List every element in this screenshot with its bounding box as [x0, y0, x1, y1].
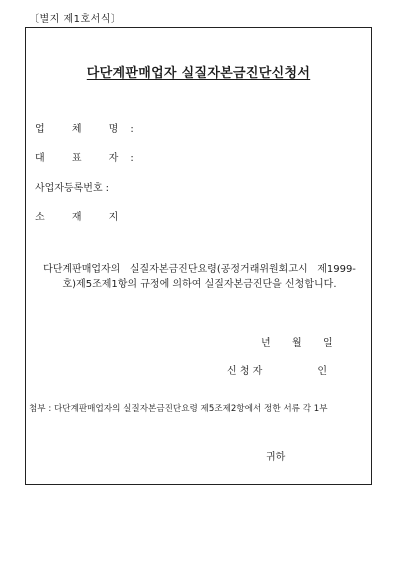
field-company-name-label: 업 체 명: [35, 124, 131, 135]
date-month: 월: [292, 338, 302, 349]
applicant-row: [227, 362, 327, 377]
form-title: 다단계판매업자 실질자본금진단신청서: [86, 66, 311, 81]
field-representative-colon: :: [130, 153, 134, 164]
attachment-note: 첨부 : 다단계판매업자의 실질자본금진단요령 제5조제2항에서 정한 서류 각 1부: [29, 404, 328, 414]
date-day: 일: [323, 338, 333, 349]
applicant-label: 신 청 자: [227, 366, 263, 377]
statement-line-1: 다단계판매업자의 실질자본금진단요령(공정거래위원회고시 제1999-: [43, 264, 356, 275]
field-address-label: 소 재 지: [35, 212, 131, 223]
field-company-name: [35, 120, 134, 135]
date-row: [261, 334, 354, 349]
addressee: 귀하: [266, 452, 286, 463]
field-business-number-colon: :: [105, 183, 109, 194]
statement-line-2: 호)제5조제1항의 규정에 의하여 실질자본금진단을 신청합니다.: [62, 279, 337, 290]
field-business-number: [35, 179, 109, 194]
form-number: 〔별지 제1호서식〕: [29, 14, 122, 25]
field-representative: [35, 149, 134, 164]
application-statement: [34, 262, 365, 292]
application-form: [25, 27, 372, 485]
field-representative-label: 대 표 자: [35, 153, 131, 164]
field-company-name-colon: :: [130, 124, 134, 135]
field-business-number-label: 사업자등록번호: [35, 183, 103, 194]
applicant-seal: 인: [317, 366, 328, 377]
date-year: 년: [261, 338, 271, 349]
field-address: [35, 208, 130, 223]
